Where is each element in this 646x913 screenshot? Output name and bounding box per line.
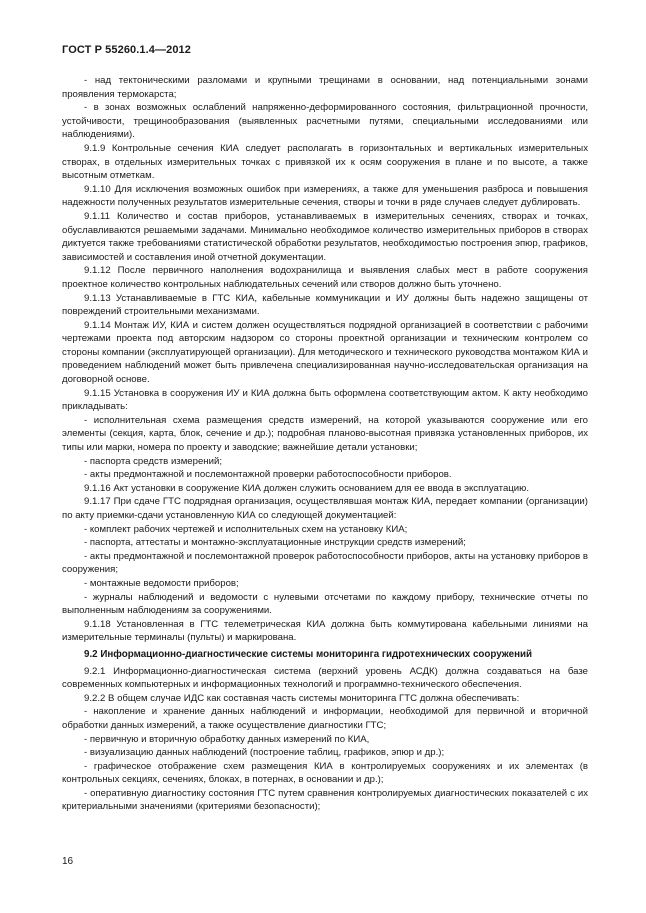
paragraph: 9.1.14 Монтаж ИУ, КИА и систем должен осуществляться подрядной организацией в соответствии с рабочими чертежами проекта под авторским надзором со стороны проектной организации и техническим контролем со стороны компании (эксплуатирующей организации). Для методического и технического руководства монтажом КИА и проведением наблюдений может быть привлечена специализированная научно-исследовательская организация на договорной основе.: [62, 319, 588, 386]
paragraph: - акты предмонтажной и послемонтажной проверки работоспособности приборов.: [84, 469, 452, 481]
paragraph: - первичную и вторичную обработку данных измерений по КИА,: [84, 733, 370, 745]
paragraph: 9.1.12 После первичного наполнения водохранилища и выявления слабых мест в работе сооружения проектное количество контрольных наблюдательных сечений или створов должно быть уточнено.: [62, 265, 588, 290]
page-body: [62, 74, 588, 814]
paragraph: 9.1.18 Установленная в ГТС телеметрическая КИА должна быть коммутирована кабельными линиями на измерительные терминалы (пульты) и маркирована.: [62, 618, 588, 644]
paragraph: 9.1.10 Для исключения возможных ошибок при измерениях, а также для уменьшения разброса и повышения надежности полученных результатов измерительные сечения, створы и точки в ряде случаев следует дублировать.: [62, 183, 588, 209]
paragraph: - паспорта средств измерений;: [84, 455, 222, 467]
paragraph: 9.1.16 Акт установки в сооружение КИА должен служить основанием для ее ввода в эксплуатацию.: [84, 482, 530, 494]
paragraph: - исполнительная схема размещения средств измерений, на которой указываются сооружение или его элементы (секция, карта, блок, сечение и др.); подробная планово-высотная привязка установленных приборов, их типы или марки, номера по проекту и заводские; важнейшие детали установки;: [62, 414, 588, 454]
page-number: 16: [62, 856, 74, 867]
paragraph: - в зонах возможных ослаблений напряженно-деформированного состояния, фильтрационной прочности, устойчивости, трещинообразования (выявленных расчетными путями, специальными исследованиями или наблюдениями).: [62, 102, 588, 141]
paragraph: - визуализацию данных наблюдений (построение таблиц, графиков, эпюр и др.);: [84, 747, 445, 759]
paragraph: 9.2.2 В общем случае ИДС как составная часть системы мониторинга ГТС должна обеспечивать:: [84, 692, 520, 704]
paragraph: - комплект рабочих чертежей и исполнительных схем на установку КИА;: [84, 523, 408, 535]
paragraph: 9.1.9 Контрольные сечения КИА следует располагать в горизонтальных и вертикальных измерительных створах, в отдельных измерительных точках с привязкой их к осям сооружения в плане и по высоте, а также высотным отметкам.: [62, 142, 588, 182]
paragraph: 9.1.13 Устанавливаемые в ГТС КИА, кабельные коммуникации и ИУ должны быть надежно защищены от повреждений строительными механизмами.: [62, 292, 588, 318]
paragraph: 9.1.17 При сдаче ГТС подрядная организация, осуществлявшая монтаж КИА, передает компании (организации) по акту приемки-сдачи установленную КИА со следующей документацией:: [62, 496, 588, 521]
paragraph: - оперативную диагностику состояния ГТС путем сравнения контролируемых диагностических показателей с их критериальными значениями (критериями безопасности);: [62, 787, 588, 813]
paragraph: 9.1.15 Установка в сооружения ИУ и КИА должна быть оформлена соответствующим актом. К акту необходимо прикладывать:: [62, 387, 588, 413]
document-header: ГОСТ Р 55260.1.4—2012: [62, 44, 191, 56]
paragraph: 9.1.11 Количество и состав приборов, устанавливаемых в измерительных сечениях, створах и точках, обуславливаются решаемыми задачами. Минимально необходимое количество измерительных приборов в створах диктуется также требованиями статистической обработки результатов, необходимостью построения эпюр, графиков, зависимостей и составления иной отчетной документации.: [62, 210, 588, 263]
section-heading: 9.2 Информационно-диагностические системы мониторинга гидротехнических сооружений: [84, 648, 533, 660]
paragraph: - монтажные ведомости приборов;: [84, 577, 239, 589]
paragraph: - паспорта, аттестаты и монтажно-эксплуатационные инструкции средств измерений;: [84, 537, 466, 549]
paragraph: - накопление и хранение данных наблюдений и информации, необходимой для первичной и вторичной обработки данных измерений, а также осуществление диагностики ГТС;: [62, 706, 588, 731]
paragraph: - графическое отображение схем размещения КИА в контролируемых сооружениях и их элементах (в контрольных секциях, сечениях, блоках, в потернах, в основании и др.);: [62, 760, 588, 786]
paragraph: - журналы наблюдений и ведомости с нулевыми отсчетами по каждому прибору, технические отчеты по выполненным наблюдениям за сооружениями.: [62, 591, 588, 617]
paragraph: - над тектоническими разломами и крупными трещинами в основании, над потенциальными зонами проявления термокарста;: [62, 75, 588, 100]
paragraph: - акты предмонтажной и послемонтажной проверок работоспособности приборов, акты на установку приборов в сооружения;: [62, 550, 588, 576]
paragraph: 9.2.1 Информационно-диагностическая система (верхний уровень АСДК) должна создаваться на базе современных компьютерных и информационных технологий и программно-технического обеспечения.: [62, 665, 588, 691]
